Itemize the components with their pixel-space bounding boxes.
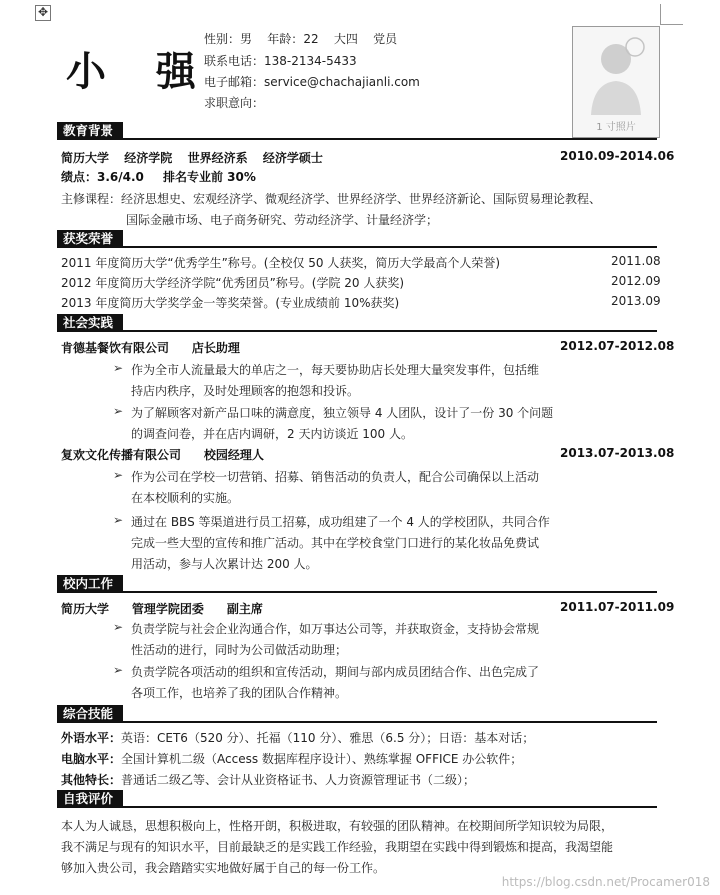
job2-bullet2-line1: 通过在 BBS 等渠道进行员工招募，成功组建了一个 4 人的学校团队，共同合作 xyxy=(131,515,550,529)
phone-value: 138-2134-5433 xyxy=(264,54,357,68)
campus-school: 简历大学 xyxy=(61,602,110,616)
education-courses-2: 国际金融市场、电子商务研究、劳动经济学、计量经济学； xyxy=(126,213,439,227)
page-corner-marker xyxy=(660,4,683,25)
edu-college: 经济学院 xyxy=(124,151,173,165)
campus-bullet2-line2: 各项工作，也培养了我的团队合作精神。 xyxy=(131,686,348,700)
gender-label: 性别： xyxy=(204,32,241,46)
edu-date: 2010.09-2014.06 xyxy=(560,149,675,163)
bullet-arrow-icon: ➢ xyxy=(113,513,124,527)
section-title-practice: 社会实践 xyxy=(57,314,123,332)
section-campus xyxy=(57,573,657,593)
education-gpa-line xyxy=(61,168,256,185)
skill-other xyxy=(61,771,475,788)
award-date: 2012.09 xyxy=(611,274,661,288)
job1-bullet2-line1: 为了解顾客对新产品口味的满意度，独立领导 4 人团队，设计了一份 30 个问题 xyxy=(131,406,554,420)
job1-bullet1-line2: 持店内秩序，及时处理顾客的抱怨和投诉。 xyxy=(131,384,360,398)
edu-school: 简历大学 xyxy=(61,151,110,165)
info-line-phone xyxy=(204,52,357,69)
job1-title: 店长助理 xyxy=(191,341,240,355)
award-item: 2011 年度简历大学“优秀学生”称号。(全校仅 50 人获奖，简历大学最高个人荣誉) xyxy=(61,256,501,270)
age-label: 年龄： xyxy=(267,32,304,46)
section-self-eval xyxy=(57,788,657,808)
campus-bullet1-line2: 性活动的进行，同时为公司做活动助理； xyxy=(131,643,348,657)
bullet-arrow-icon: ➢ xyxy=(113,404,124,418)
edu-degree: 经济学硕士 xyxy=(262,151,323,165)
skill-computer-label: 电脑水平： xyxy=(61,752,122,766)
section-title-awards: 获奖荣誉 xyxy=(57,230,123,248)
gender-value: 男 xyxy=(240,32,253,46)
job1-bullet2-line2: 的调查问卷，并在店内调研，2 天内访谈近 100 人。 xyxy=(131,427,413,441)
skill-other-label: 其他特长： xyxy=(61,773,122,787)
bullet-arrow-icon: ➢ xyxy=(113,361,124,375)
political-value: 党员 xyxy=(373,32,398,46)
job2-header xyxy=(61,446,264,463)
job1-date: 2012.07-2012.08 xyxy=(560,339,675,353)
edu-gpa: 绩点：3.6/4.0 xyxy=(61,170,144,184)
section-education xyxy=(57,120,657,140)
bullet-arrow-icon: ➢ xyxy=(113,663,124,677)
edu-dept: 世界经济系 xyxy=(187,151,248,165)
section-title-self-eval: 自我评价 xyxy=(57,790,123,808)
campus-bullet1-line1: 负责学院与社会企业沟通合作，如万事达公司等，并获取资金，支持协会常规 xyxy=(131,622,540,636)
self-eval-line2: 我不满足与现有的知识水平，目前最缺乏的是实践工作经验，我期望在实践中得到锻炼和提高，我渴望能 xyxy=(61,840,614,854)
section-title-education: 教育背景 xyxy=(57,122,123,140)
job2-bullet2-line3: 用活动，参与人次累计达 200 人。 xyxy=(131,557,318,571)
skill-language-label: 外语水平： xyxy=(61,731,122,745)
skill-language-value: 英语：CET6（520 分）、托福（110 分）、雅思（6.5 分）；日语：基本对话； xyxy=(121,731,535,745)
skill-other-value: 普通话二级乙等、会计从业资格证书、人力资源管理证书（二级）； xyxy=(121,773,476,787)
campus-title: 副主席 xyxy=(226,602,263,616)
intent-label: 求职意向： xyxy=(204,96,265,110)
phone-label: 联系电话： xyxy=(204,54,265,68)
edu-rank: 排名专业前 30% xyxy=(162,170,256,184)
job2-bullet2-line2: 完成一些大型的宣传和推广活动。其中在学校食堂门口进行的某化妆品免费试 xyxy=(131,536,540,550)
photo-caption: 1 寸照片 xyxy=(596,122,636,133)
education-courses-1 xyxy=(61,190,601,207)
award-item: 2013 年度简历大学奖学金一等奖荣誉。(专业成绩前 10%获奖) xyxy=(61,296,400,310)
grade-value: 大四 xyxy=(333,32,358,46)
job1-company: 肯德基餐饮有限公司 xyxy=(61,341,170,355)
education-header xyxy=(61,149,323,166)
skill-language xyxy=(61,729,534,746)
edu-courses-text-1: 经济思想史、宏观经济学、微观经济学、世界经济学、世界经济新论、国际贸易理论教程、 xyxy=(121,192,602,206)
bullet-arrow-icon: ➢ xyxy=(113,468,124,482)
table-move-handle-icon[interactable]: ✥ xyxy=(35,5,51,21)
section-practice xyxy=(57,312,657,332)
self-eval-line1: 本人为人诚恳，思想积极向上，性格开朗，积极进取，有较强的团队精神。在校期间所学知识较为局限， xyxy=(61,819,614,833)
candidate-name-text: 小 强 xyxy=(66,48,214,95)
job2-bullet1-line1: 作为公司在学校一切营销、招募、销售活动的负责人，配合公司确保以上活动 xyxy=(131,470,540,484)
info-line-1 xyxy=(204,30,397,47)
watermark-url: https://blog.csdn.net/Procamer018 xyxy=(501,875,710,889)
section-title-campus: 校内工作 xyxy=(57,575,123,593)
campus-org: 管理学院团委 xyxy=(131,602,204,616)
email-label: 电子邮箱： xyxy=(204,75,265,89)
avatar-silhouette-icon xyxy=(573,27,659,117)
skill-computer-value: 全国计算机二级（Access 数据库程序设计）、熟练掌握 OFFICE 办公软件； xyxy=(121,752,523,766)
email-value[interactable]: service@chachajianli.com xyxy=(264,75,420,89)
age-value: 22 xyxy=(303,32,319,46)
section-skills xyxy=(57,703,657,723)
candidate-name xyxy=(66,40,214,97)
section-title-skills: 综合技能 xyxy=(57,705,123,723)
info-line-email xyxy=(204,73,420,90)
campus-bullet2-line1: 负责学院各项活动的组织和宣传活动，期间与部内成员团结合作、出色完成了 xyxy=(131,665,540,679)
job1-header xyxy=(61,339,240,356)
skill-computer xyxy=(61,750,522,767)
award-date: 2011.08 xyxy=(611,254,661,268)
info-line-intent xyxy=(204,94,264,111)
job2-date: 2013.07-2013.08 xyxy=(560,446,675,460)
award-item: 2012 年度简历大学经济学院“优秀团员”称号。(学院 20 人获奖) xyxy=(61,276,405,290)
section-awards xyxy=(57,228,657,248)
job2-bullet1-line2: 在本校顺利的实施。 xyxy=(131,491,240,505)
self-eval-line3: 够加入贵公司，我会踏踏实实地做好属于自己的每一份工作。 xyxy=(61,861,386,875)
award-date: 2013.09 xyxy=(611,294,661,308)
campus-date: 2011.07-2011.09 xyxy=(560,600,675,614)
edu-courses-label: 主修课程： xyxy=(61,192,122,206)
campus-header xyxy=(61,600,263,617)
bullet-arrow-icon: ➢ xyxy=(113,620,124,634)
job1-bullet1-line1: 作为全市人流量最大的单店之一，每天要协助店长处理大量突发事件，包括维 xyxy=(131,363,540,377)
job2-title: 校园经理人 xyxy=(203,448,264,462)
job2-company: 复欢文化传播有限公司 xyxy=(61,448,182,462)
